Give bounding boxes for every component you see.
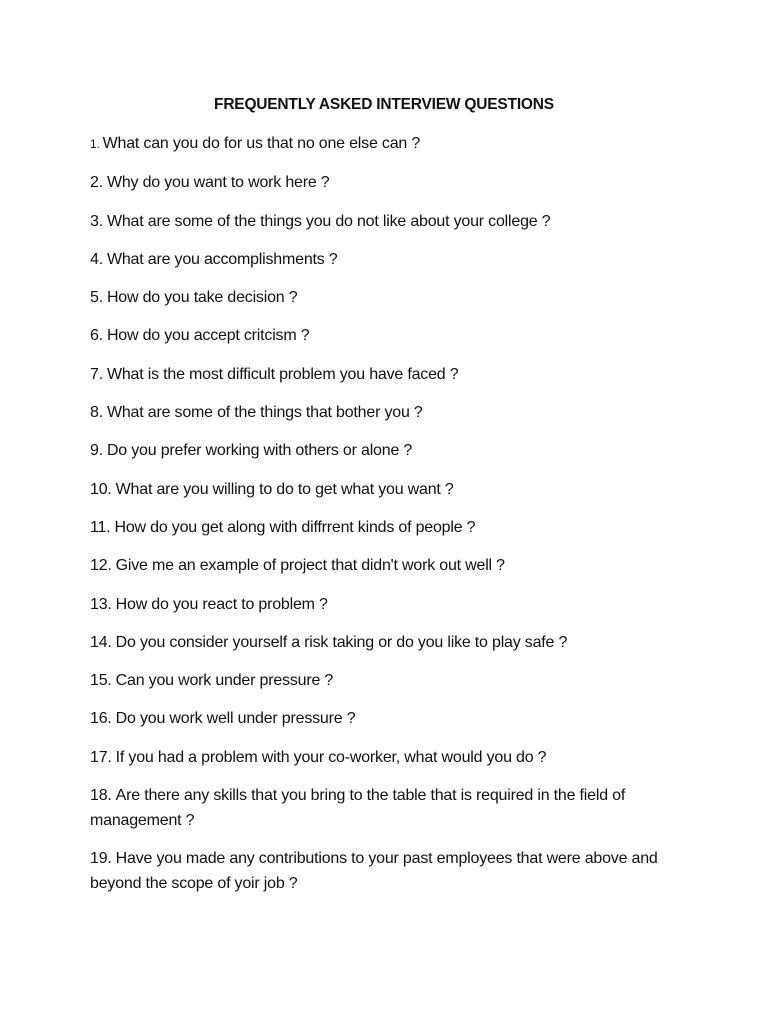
question-text: Can you work under pressure ? xyxy=(115,672,334,690)
question-number: 16. xyxy=(90,710,112,728)
question-text: What can you do for us that no one else can ? xyxy=(102,135,421,152)
question-number: 4. xyxy=(90,250,103,268)
question-number: 2. xyxy=(90,174,103,192)
question-number: 8. xyxy=(90,404,103,422)
question-list xyxy=(90,131,680,910)
question-number: 13. xyxy=(90,595,112,613)
question-text: Give me an example of project that didn't work out well ? xyxy=(115,557,505,575)
question-item xyxy=(90,553,680,578)
question-item xyxy=(90,745,680,770)
question-number: 6. xyxy=(90,327,103,345)
question-item xyxy=(90,131,680,157)
question-number: 9. xyxy=(90,442,103,460)
question-item xyxy=(90,170,680,195)
question-number: 11. xyxy=(90,518,111,536)
question-item xyxy=(90,477,680,502)
question-text: How do you react to problem ? xyxy=(115,595,328,613)
question-item xyxy=(90,209,680,234)
question-text: How do you get along with diffrrent kinds of people ? xyxy=(114,518,476,536)
question-number: 14. xyxy=(90,633,112,651)
question-item xyxy=(90,783,680,833)
question-item xyxy=(90,706,680,731)
question-item xyxy=(90,846,680,896)
document-title: FREQUENTLY ASKED INTERVIEW QUESTIONS xyxy=(214,96,554,113)
question-text: Are there any skills that you bring to the table that is required in the field of management ? xyxy=(90,787,626,830)
question-text: Do you consider yourself a risk taking or do you like to play safe ? xyxy=(115,633,568,651)
question-item xyxy=(90,285,680,310)
question-number: 15. xyxy=(90,672,112,690)
question-item xyxy=(90,247,680,272)
question-number: 3. xyxy=(90,212,103,230)
question-text: What are you willing to do to get what you want ? xyxy=(115,480,454,498)
question-text: Do you prefer working with others or alone ? xyxy=(106,442,413,460)
question-item xyxy=(90,323,680,348)
question-item xyxy=(90,630,680,655)
question-text: How do you take decision ? xyxy=(106,289,298,307)
question-text: If you had a problem with your co-worker, what would you do ? xyxy=(115,748,547,766)
question-text: What are some of the things that bother you ? xyxy=(106,404,423,422)
question-text: Why do you want to work here ? xyxy=(106,174,330,192)
question-number: 10. xyxy=(90,480,112,498)
question-item xyxy=(90,592,680,617)
question-text: What is the most difficult problem you have faced ? xyxy=(106,365,459,383)
question-item xyxy=(90,668,680,693)
question-number: 12. xyxy=(90,557,112,575)
question-number: 19. xyxy=(90,850,112,868)
question-number: 7. xyxy=(90,365,103,383)
question-number: 18. xyxy=(90,787,112,805)
question-item xyxy=(90,515,680,540)
question-text: What are you accomplishments ? xyxy=(106,250,338,268)
question-number: 1. xyxy=(90,137,100,151)
question-item xyxy=(90,362,680,387)
question-number: 5. xyxy=(90,289,103,307)
question-text: Do you work well under pressure ? xyxy=(115,710,356,728)
question-text: How do you accept critcism ? xyxy=(106,327,310,345)
question-item xyxy=(90,438,680,463)
question-text: What are some of the things you do not like about your college ? xyxy=(106,212,551,230)
question-item xyxy=(90,400,680,425)
question-text: Have you made any contributions to your past employees that were above and beyond the scope of yoir job ? xyxy=(90,850,658,893)
question-number: 17. xyxy=(90,748,112,766)
